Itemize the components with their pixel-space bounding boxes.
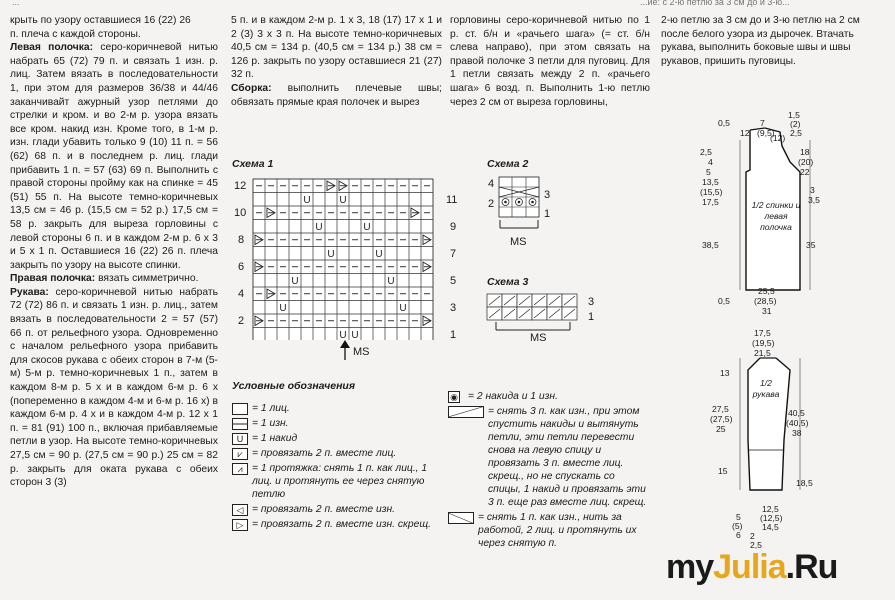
k2tog-icon: ⩗ xyxy=(232,448,248,460)
body-left-0: 2,5 xyxy=(700,147,712,157)
schema2-ms-label: MS xyxy=(510,236,527,248)
body-bottom-0: 0,5 xyxy=(718,296,730,306)
sleeve-right-1: (40,5) xyxy=(786,418,809,428)
legend-item-cluster xyxy=(448,405,648,509)
body-left-6: 38,5 xyxy=(702,240,719,250)
double-yarn-over-icon: ◉ xyxy=(448,391,460,403)
text-column-1 xyxy=(10,14,218,490)
body-piece-label: 1/2 спинки и левая полочка xyxy=(751,200,801,232)
svg-text:U: U xyxy=(363,222,371,233)
legend-left-column xyxy=(232,402,437,531)
col3-text: горловины серо-коричневой нитью по 1 р. ст. б/н и «рачьего шага» (= ст. б/н слева направо), при этом связать на правой полочке 3 петли для пуговиц. Для 1 петли связать между 2 п. «рачьего шага» 6 возд. п. Выполнить 1-ю петлю через 2 см от выреза горловины, xyxy=(450,15,650,108)
purl-stitch-icon xyxy=(232,418,248,430)
sleeve-bottom-4: (12,5) xyxy=(760,513,783,523)
text-column-3 xyxy=(450,14,650,109)
col2-text: 5 п. и в каждом 2-м р. 1 х 3, 18 (17) 17 х 1 и 2 (3) 3 х 3 п. На высоте темно-коричневых 40,5 см = 134 р. (40,5 см = 134 р.) 38 см = 126 р. закрыть по узору оставшиеся 21 (27) 32 п. xyxy=(231,15,442,81)
legend-right-column xyxy=(448,390,648,550)
body-left-2: 5 xyxy=(706,167,711,177)
schema1-row-4: 4 xyxy=(238,288,245,300)
sleeve-left-3: 25 xyxy=(716,424,726,434)
knit-stitch-icon xyxy=(232,403,248,415)
schema1-row-11: 11 xyxy=(446,194,458,206)
pattern-sleeve-diagram xyxy=(720,350,830,510)
sleeve-left-1: 27,5 xyxy=(712,404,729,414)
schema2-title: Схема 2 xyxy=(487,158,529,170)
site-watermark-logo xyxy=(666,548,837,587)
schema2-row-3: 3 xyxy=(544,189,551,201)
schema2-grid xyxy=(498,176,540,220)
legend-item-k2tog xyxy=(232,447,437,460)
assembly-paragraph xyxy=(231,82,442,109)
legend-item-yarn-over xyxy=(232,432,437,445)
top-fragment-left: ... xyxy=(12,0,20,7)
sleeve-bottom-0: 5 xyxy=(736,512,741,522)
svg-text:U: U xyxy=(351,330,359,340)
legend-item-ssk xyxy=(232,462,437,501)
schema3-grid xyxy=(486,293,586,323)
text-column-4 xyxy=(661,14,889,68)
schema3-row-3: 3 xyxy=(588,296,595,308)
schema1-row-5: 5 xyxy=(450,275,457,287)
svg-text:U: U xyxy=(399,303,407,314)
yarn-over-icon: U xyxy=(232,433,248,445)
body-right-3: 3 xyxy=(810,185,815,195)
p2tog-tbl-icon: ▷ xyxy=(232,519,248,531)
legend-item-knit xyxy=(232,402,437,415)
svg-text:U: U xyxy=(387,276,395,287)
body-top-2: 7 xyxy=(760,118,765,128)
col4-text: 2-ю петлю за 3 см до и 3-ю петлю на 2 см после белого узора из дырочек. Втачать рукава, выполнить боковые швы и швы рукавов, пришить пуговицы. xyxy=(661,15,860,67)
body-right-0: 18 xyxy=(800,147,810,157)
sleeve-left-4: 15 xyxy=(718,466,728,476)
top-fragment-right: ...ие: с 2-ю петлю за 3 см до и 3-ю... xyxy=(640,0,790,7)
p2tog-icon: ◁ xyxy=(232,504,248,516)
schema1-row-9: 9 xyxy=(450,221,457,233)
watermark-part-3: .Ru xyxy=(785,548,838,586)
svg-text:U: U xyxy=(291,276,299,287)
assembly-heading: Сборка: xyxy=(231,82,272,94)
body-right-5: 35 xyxy=(806,240,816,250)
schema2-row-4: 4 xyxy=(488,178,495,190)
sleeve-bottom-3: 12,5 xyxy=(762,504,779,514)
svg-text:U: U xyxy=(339,330,347,340)
body-bottom-2: (28,5) xyxy=(754,296,777,306)
schema3-row-1: 1 xyxy=(588,311,595,323)
schema1-title: Схема 1 xyxy=(232,158,274,170)
legend-item-purl xyxy=(232,417,437,430)
body-right-2: 22 xyxy=(800,167,810,177)
schema1-row-7: 7 xyxy=(450,248,457,260)
sleeve-right-2: 38 xyxy=(792,428,802,438)
body-top-1: 12 xyxy=(740,128,750,138)
svg-text:U: U xyxy=(315,222,323,233)
right-front-paragraph xyxy=(10,272,218,286)
sleeve-piece-label: 1/2 рукава xyxy=(752,378,780,399)
right-front-heading: Правая полочка: xyxy=(10,273,96,285)
sleeve-bottom-7: 2,5 xyxy=(750,540,762,550)
col1-line-2: п. плеча с каждой стороны. xyxy=(10,28,141,40)
svg-text:U: U xyxy=(303,195,311,206)
body-right-1: (20) xyxy=(798,157,814,167)
sleeve-paragraph xyxy=(10,286,218,490)
legend-text-yarn-over: = 1 накид xyxy=(252,433,298,444)
watermark-part-1: my xyxy=(666,548,714,586)
schema1-row-2: 2 xyxy=(238,315,245,327)
col1-line-1: крыть по узору оставшиеся 16 (22) 26 xyxy=(10,15,191,26)
sleeve-bottom-5: 14,5 xyxy=(762,522,779,532)
assembly-text: выполнить плечевые швы; обвязать прямые края полочек и вырез xyxy=(231,82,442,108)
body-top-5: 1,5 xyxy=(788,110,800,120)
schema1-row-12: 12 xyxy=(234,180,247,192)
body-right-4: 3,5 xyxy=(808,195,820,205)
schema1-grid xyxy=(252,178,438,340)
top-cropped-line xyxy=(0,0,895,12)
sleeve-left-0: 13 xyxy=(720,368,730,378)
body-left-4: (15,5) xyxy=(700,187,723,197)
schema1-row-3: 3 xyxy=(450,302,457,314)
body-top-7: 2,5 xyxy=(790,128,802,138)
body-left-5: 17,5 xyxy=(702,197,719,207)
schema1-ms-arrow-icon xyxy=(338,340,352,362)
sleeve-bottom-6: 2 xyxy=(750,531,755,541)
legend-text-purl: = 1 изн. xyxy=(252,418,289,429)
left-front-text: серо-коричневой нитью набрать 65 (72) 79 п. и связать 1 изн. р. лиц. Затем вязать в последовательности 1, при этом для размеров 36/38 и 44/46 заканчивайт ажурный узор петлями до стрелки и кром. и во 2-м р. узора вязать все кром. накид изн. Кроме того, в 1-м р. изн. глади убавить только 9 (10) 11 п. = 56 (62) 68 п. и в последнем р. лиц. глади прибавить 1 п. = 57 (63) 69 п. Выполнить с правой стороны пройму как на спинке = 45 (51) 55 п. На высоте темно-коричневых 13,5 см = 46 р. (15,5 см = 52 р.) 17,5 см = 58 р. закрыть для выреза горловины с левой стороны 6 п. и в каждом 2-м р. 6 х 3 и 5 х 1 п. Оставшиеся 16 (22) 26 п. плеча закрыть по узору на высоте спинки. xyxy=(10,42,218,271)
schema1-row-10: 10 xyxy=(234,207,247,219)
body-top-0: 0,5 xyxy=(718,118,730,128)
body-left-1: 4 xyxy=(708,157,713,167)
watermark-part-2: Julia xyxy=(713,548,786,586)
body-top-4: (12) xyxy=(770,133,786,143)
text-column-2 xyxy=(231,14,442,109)
svg-text:U: U xyxy=(375,249,383,260)
legend-text-knit: = 1 лиц. xyxy=(252,403,290,414)
legend-text-p2tog: = провязать 2 п. вместе изн. xyxy=(252,504,396,515)
body-top-6: (2) xyxy=(790,119,801,129)
sleeve-top-2: 21,5 xyxy=(754,348,771,358)
left-front-heading: Левая полочка: xyxy=(10,42,94,54)
legend-text-k2tog: = провязать 2 п. вместе лиц. xyxy=(252,448,397,459)
legend-text-cluster: = снять 3 п. как изн., при этом спустить накиды и вытянуть петли, эти петли перевести снова на левую спицу и провязать 3 п. вместе лиц. скрещ., но не спускать со спицы, 1 накид и провязать эти 3 п. еще раз вместе лиц. скрещ. xyxy=(488,406,647,508)
body-bottom-3: 31 xyxy=(762,306,772,316)
schema2-row-2: 2 xyxy=(488,198,495,210)
legend-text-double-yo: = 2 накида и 1 изн. xyxy=(468,391,558,402)
legend-text-ssk: = 1 протяжка: снять 1 п. как лиц., 1 лиц. и протянуть ее через снятую петлю xyxy=(252,463,428,500)
sleeve-top-0: 17,5 xyxy=(754,328,771,338)
legend-title: Условные обозначения xyxy=(232,380,356,392)
schema1-row-6: 6 xyxy=(238,261,245,273)
schema2-row-1: 1 xyxy=(544,208,551,220)
schema1-row-1: 1 xyxy=(450,329,457,341)
svg-text:U: U xyxy=(327,249,335,260)
legend-text-pass-over: = снять 1 п. как изн., нить за работой, 2 лиц. и протянуть их через снятую п. xyxy=(478,512,637,549)
cluster-stitch-icon xyxy=(448,406,484,418)
legend-item-double-yo xyxy=(448,390,648,403)
legend-item-pass-over xyxy=(448,511,648,550)
legend-item-p2tog-tbl xyxy=(232,518,437,531)
sleeve-left-2: (27,5) xyxy=(710,414,733,424)
pass-over-icon xyxy=(448,512,474,524)
sleeve-bottom-1: (5) xyxy=(732,521,743,531)
sleeve-text: серо-коричневой нитью набрать 72 (72) 86 п. и связать 1 изн. р. лиц., затем вязать в последовательности 2 = 57 (57) 66 п. от рельефного узора. Одновременно с началом рельефного узора прибавить для скосов рукава с обеих сторон в 7-м (5-м) 5-м р. темно-коричневых 1 п., затем в каждом 8-м р. 5 х и в каждом 6-м р. 6 х (попеременно в каждом 4-м и 6-м р. 16 х) в каждом 6-м р. 4 х и в каждом 4-м р. 12 х 1 п. = 81 (91) 100 п., включая прибавляемые петли в узор. На высоте темно-коричневых 27,5 см = 90 р. (27,5 см = 90 р.) 25 см = 82 р. закрыть для оката рукава с обеих сторон 3 (3) xyxy=(10,286,218,489)
legend-item-p2tog xyxy=(232,503,437,516)
sleeve-top-1: (19,5) xyxy=(752,338,775,348)
body-left-3: 13,5 xyxy=(702,177,719,187)
sleeve-bottom-2: 6 xyxy=(736,530,741,540)
body-top-3: (9,5) xyxy=(757,128,775,138)
svg-text:U: U xyxy=(279,303,287,314)
schema3-ms-label: MS xyxy=(530,332,547,344)
schema1-ms-label: MS xyxy=(353,346,370,358)
sleeve-right-3: 18,5 xyxy=(796,478,813,488)
svg-text:U: U xyxy=(339,195,347,206)
legend-text-p2tog-tbl: = провязать 2 п. вместе изн. скрещ. xyxy=(252,519,431,530)
left-front-paragraph xyxy=(10,41,218,272)
sleeve-heading: Рукава: xyxy=(10,286,49,298)
body-bottom-1: 25,5 xyxy=(758,286,775,296)
schema1-row-8: 8 xyxy=(238,234,245,246)
ssk-icon: ⩘ xyxy=(232,463,248,475)
sleeve-right-0: 40,5 xyxy=(788,408,805,418)
right-front-text: вязать симметрично. xyxy=(98,273,199,285)
schema3-title: Схема 3 xyxy=(487,276,529,288)
